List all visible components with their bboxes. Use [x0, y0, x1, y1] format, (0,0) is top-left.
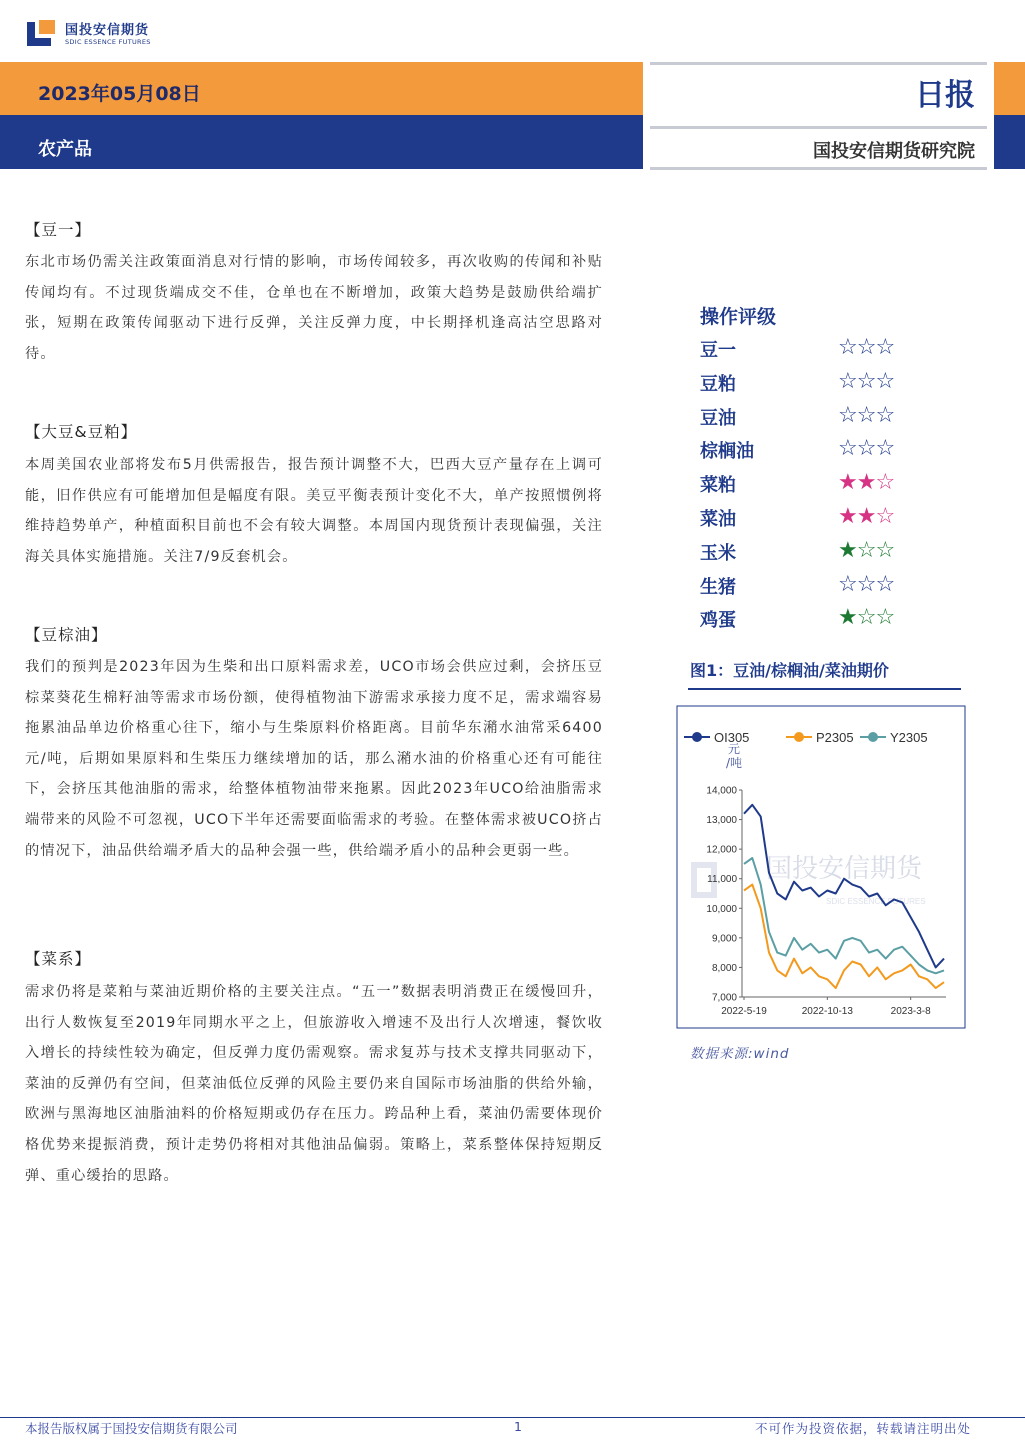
- star-empty-icon: ☆: [875, 335, 895, 360]
- chart-watermark: 国投安信期货: [766, 853, 923, 883]
- rating-stars: [838, 506, 894, 528]
- section-text-douyi: 东北市场仍需关注政策面消息对行情的影响，市场传闻较多，再次收购的传闻和补贴传闻均有。不过现货端成交不佳，仓单也在不断增加，政策大趋势是鼓励供给端扩张，短期在政策传闻驱动下进行反弹，关注反弹力度，中长期择机逢高沽空思路对待。: [25, 254, 603, 362]
- header-divider: [650, 167, 987, 170]
- y-tick-label: 10,000: [706, 903, 737, 915]
- section-title-douyi: 【豆一】: [25, 221, 92, 239]
- legend-label: P2305: [816, 730, 854, 745]
- category-banner: [0, 115, 643, 169]
- star-empty-icon: ☆: [875, 571, 895, 597]
- star-empty-icon: ☆: [856, 436, 876, 462]
- rating-stars: [838, 337, 894, 359]
- price-chart: [676, 705, 966, 1030]
- y-tick-label: 13,000: [706, 815, 737, 827]
- star-empty-icon: ☆: [838, 335, 857, 360]
- star-empty-icon: ☆: [856, 402, 876, 428]
- chart-watermark-en: SDIC ESSENCE FUTURES: [826, 897, 926, 906]
- rating-item-name: 豆粕: [700, 373, 736, 395]
- section-title-oils: 【豆棕油】: [25, 626, 108, 644]
- rating-stars: [838, 438, 894, 460]
- star-filled-icon: ★: [838, 605, 857, 631]
- rating-item-name: 豆一: [700, 340, 736, 361]
- star-empty-icon: ☆: [875, 368, 895, 394]
- rating-item-name: 菜油: [700, 509, 736, 530]
- rating-item-name: 菜粕: [700, 475, 736, 497]
- legend-label: Y2305: [890, 730, 928, 745]
- star-empty-icon: ☆: [875, 436, 895, 462]
- rating-stars: [838, 472, 894, 494]
- institute-name: 国投安信期货研究院: [813, 141, 975, 162]
- star-empty-icon: ☆: [838, 571, 857, 597]
- y-tick-label: 8,000: [711, 962, 737, 974]
- rating-item-name: 豆油: [700, 407, 736, 429]
- y-tick-label: 14,000: [706, 785, 737, 797]
- legend-marker: [692, 732, 702, 742]
- star-empty-icon: ☆: [875, 537, 895, 563]
- figure-source: 数据来源:wind: [690, 1046, 790, 1062]
- star-empty-icon: ☆: [856, 368, 876, 394]
- logo-text-en: SDIC ESSENCE FUTURES: [65, 38, 151, 46]
- star-empty-icon: ☆: [856, 571, 876, 597]
- figure-title: 图1：豆油/棕榈油/菜油期价: [690, 661, 889, 680]
- rating-title: 操作评级: [700, 306, 777, 328]
- rating-stars: [838, 368, 895, 394]
- accent-strip: [994, 115, 1025, 169]
- footer-copyright: 本报告版权属于国投安信期货有限公司: [25, 1421, 238, 1436]
- rating-item-name: 鸡蛋: [700, 610, 736, 632]
- header-divider: [650, 62, 987, 65]
- page-number: 1: [514, 1419, 522, 1434]
- rating-stars: [838, 402, 895, 428]
- accent-strip: [994, 62, 1025, 115]
- star-empty-icon: ☆: [875, 504, 895, 529]
- figure-rule: [688, 688, 961, 690]
- section-text-rapeseed: 需求仍将是菜粕与菜油近期价格的主要关注点。“五一”数据表明消费正在缓慢回升，出行人数恢复至2019年同期水平之上，但旅游收入增速不及出行人次增速，餐饮收入增长的持续性较为确定，但反弹力度仍需观察。需求复苏与技术支撑共同驱动下，菜油的反弹仍有空间，但菜油低位反弹的风险主要仍来自国际市场油脂的供给外输，欧洲与黑海地区油脂油料的价格短期或仍存在压力。跨品种上看，菜油仍需要体现价格优势来提振消费，预计走势仍将相对其他油品偏弱。策略上，菜系整体保持短期反弹、重心缓抬的思路。: [25, 984, 603, 1184]
- y-tick-label: 11,000: [707, 874, 737, 886]
- star-filled-icon: ★: [856, 504, 876, 529]
- rating-item-name: 棕榈油: [700, 441, 754, 463]
- star-empty-icon: ☆: [838, 436, 857, 462]
- section-title-soybean-meal: 【大豆&豆粕】: [25, 423, 138, 441]
- report-category: 农产品: [38, 139, 92, 160]
- y-axis-label: /吨: [726, 756, 743, 770]
- legend-label: OI305: [714, 730, 750, 745]
- header-divider: [650, 126, 987, 129]
- y-tick-label: 9,000: [711, 933, 737, 945]
- star-empty-icon: ☆: [856, 335, 876, 360]
- logo-text-cn: 国投安信期货: [65, 23, 150, 38]
- star-filled-icon: ★: [838, 537, 857, 563]
- section-text-oils: 我们的预判是2023年因为生柴和出口原料需求差，UCO市场会供应过剩，会挤压豆棕菜葵花生棉籽油等需求市场份额，使得植物油下游需求承接力度不足，需求端容易拖累油品单边价格重心往下，缩小与生柴原料价格距离。目前华东潲水油常采6400元/吨，后期如果原料和生柴压力继续增加的话，那么潲水油的价格重心还有可能往下，会挤压其他油脂的需求，给整体植物油带来拖累。因此2023年UCO给油脂需求端带来的风险不可忽视，UCO下半年还需要面临需求的考验。在整体需求被UCO挤占的情况下，油品供给端矛盾大的品种会强一些，供给端矛盾小的品种会更弱一些。: [25, 659, 603, 859]
- x-tick-label: 2022-5-19: [721, 1006, 767, 1017]
- x-tick-label: 2022-10-13: [801, 1006, 853, 1017]
- rating-stars: [838, 571, 895, 597]
- star-empty-icon: ☆: [856, 537, 876, 563]
- legend-marker: [794, 732, 804, 742]
- footer-disclaimer: 不可作为投资依据，转载请注明出处: [755, 1421, 972, 1436]
- rating-stars: [838, 537, 895, 563]
- legend-marker: [868, 732, 878, 742]
- report-date: 2023年05月08日: [38, 83, 201, 105]
- footer-rule: [0, 1417, 1025, 1418]
- rating-item-name: 玉米: [700, 542, 736, 564]
- star-filled-icon: ★: [856, 470, 876, 496]
- star-empty-icon: ☆: [875, 605, 895, 631]
- star-empty-icon: ☆: [856, 605, 876, 631]
- star-filled-icon: ★: [838, 470, 857, 496]
- x-tick-label: 2023-3-8: [890, 1006, 931, 1017]
- star-empty-icon: ☆: [838, 402, 857, 428]
- y-tick-label: 7,000: [711, 992, 737, 1004]
- star-empty-icon: ☆: [875, 402, 895, 428]
- y-axis-label: 元: [728, 742, 741, 756]
- logo-mark-icon: [25, 18, 57, 48]
- star-filled-icon: ★: [838, 504, 857, 529]
- star-empty-icon: ☆: [875, 470, 895, 496]
- y-tick-label: 12,000: [706, 844, 737, 856]
- rating-stars: [838, 607, 894, 629]
- section-text-soybean-meal: 本周美国农业部将发布5月供需报告，报告预计调整不大，巴西大豆产量存在上调可能，旧作供应有可能增加但是幅度有限。美豆平衡表预计变化不大，单产按照惯例将维持趋势单产，种植面积目前也不会有较大调整。本周国内现货预计表现偏强，关注海关具体实施措施。关注7/9反套机会。: [25, 457, 603, 565]
- rating-item-name: 生猪: [700, 576, 736, 598]
- section-title-rapeseed: 【菜系】: [25, 950, 92, 968]
- company-logo: [25, 16, 175, 52]
- report-type: 日报: [915, 78, 975, 113]
- star-empty-icon: ☆: [838, 368, 857, 394]
